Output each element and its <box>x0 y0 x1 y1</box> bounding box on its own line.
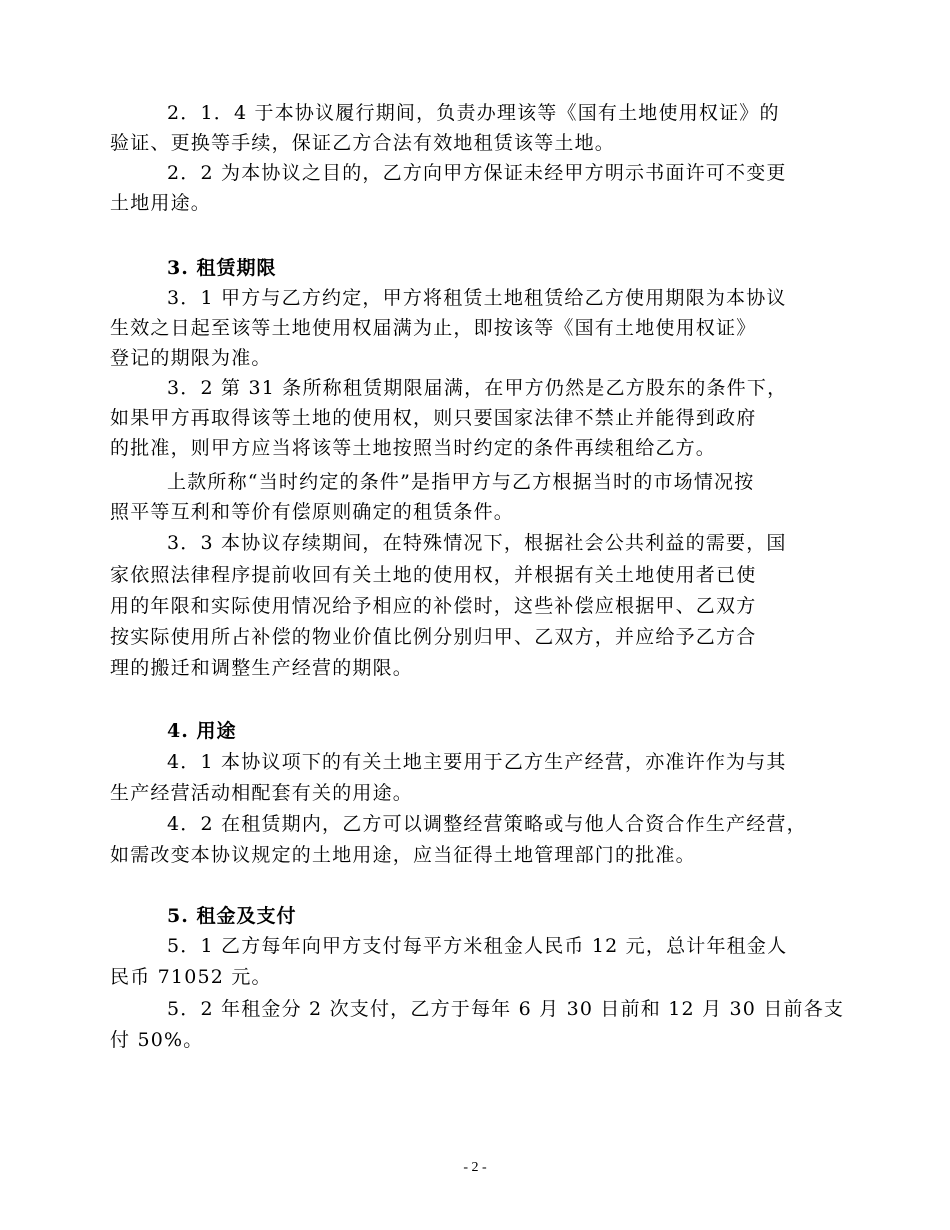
paragraph-2-2-line-2: 土地用途。 <box>110 192 212 214</box>
paragraph-3-3-line-5: 理的搬迁和调整生产经营的期限。 <box>110 657 414 679</box>
paragraph-3-2-line-3: 的批准，则甲方应当将该等土地按照当时约定的条件再续租给乙方。 <box>110 437 717 459</box>
paragraph-3-1-line-1: 3．1 甲方与乙方约定，甲方将租赁土地租赁给乙方使用期限为本协议 <box>167 287 787 309</box>
section-5-heading: 5. 租金及支付 <box>167 905 297 927</box>
paragraph-3-3-line-3: 用的年限和实际使用情况给予相应的补偿时，这些补偿应根据甲、乙双方 <box>110 595 757 617</box>
paragraph-2-2-line-1: 2．2 为本协议之目的，乙方向甲方保证未经甲方明示书面许可不变更 <box>167 162 787 184</box>
paragraph-5-2-line-2: 付 50%。 <box>110 1029 204 1051</box>
paragraph-3-2-line-2: 如果甲方再取得该等土地的使用权，则只要国家法律不禁止并能得到政府 <box>110 407 757 429</box>
paragraph-5-1-line-2: 民币 71052 元。 <box>110 966 272 988</box>
paragraph-2-1-4-line-1: 2．1．4 于本协议履行期间，负责办理该等《国有土地使用权证》的 <box>167 102 780 124</box>
paragraph-4-1-line-1: 4．1 本协议项下的有关土地主要用于乙方生产经营，亦准许作为与其 <box>167 751 787 773</box>
paragraph-3-3-line-4: 按实际使用所占补偿的物业价值比例分别归甲、乙双方，并应给予乙方合 <box>110 626 757 648</box>
paragraph-note-line-2: 照平等互利和等价有偿原则确定的租赁条件。 <box>110 501 515 523</box>
paragraph-3-3-line-1: 3．3 本协议存续期间，在特殊情况下，根据社会公共利益的需要，国 <box>167 532 787 554</box>
paragraph-3-2-line-1: 3．2 第 31 条所称租赁期限届满，在甲方仍然是乙方股东的条件下， <box>167 377 788 399</box>
paragraph-5-1-line-1: 5．1 乙方每年向甲方支付每平方米租金人民币 12 元，总计年租金人 <box>167 935 788 957</box>
paragraph-4-2-line-2: 如需改变本协议规定的土地用途，应当征得土地管理部门的批准。 <box>110 844 696 866</box>
section-4-heading: 4. 用途 <box>167 720 237 742</box>
paragraph-4-1-line-2: 生产经营活动相配套有关的用途。 <box>110 782 414 804</box>
paragraph-note-line-1: 上款所称“当时约定的条件”是指甲方与乙方根据当时的市场情况按 <box>167 471 755 493</box>
paragraph-3-3-line-2: 家依照法律程序提前收回有关土地的使用权，并根据有关土地使用者已使 <box>110 564 757 586</box>
paragraph-3-1-line-3: 登记的期限为准。 <box>110 347 272 369</box>
paragraph-3-1-line-2: 生效之日起至该等土地使用权届满为止，即按该等《国有土地使用权证》 <box>110 317 757 339</box>
paragraph-4-2-line-1: 4．2 在租赁期内，乙方可以调整经营策略或与他人合资合作生产经营， <box>167 813 807 835</box>
paragraph-5-2-line-1: 5．2 年租金分 2 次支付，乙方于每年 6 月 30 日前和 12 月 30 日前各支 <box>167 998 845 1020</box>
paragraph-2-1-4-line-2: 验证、更换等手续，保证乙方合法有效地租赁该等土地。 <box>110 132 616 154</box>
page-number: - 2 - <box>463 1160 487 1175</box>
section-3-heading: 3. 租赁期限 <box>167 257 277 279</box>
